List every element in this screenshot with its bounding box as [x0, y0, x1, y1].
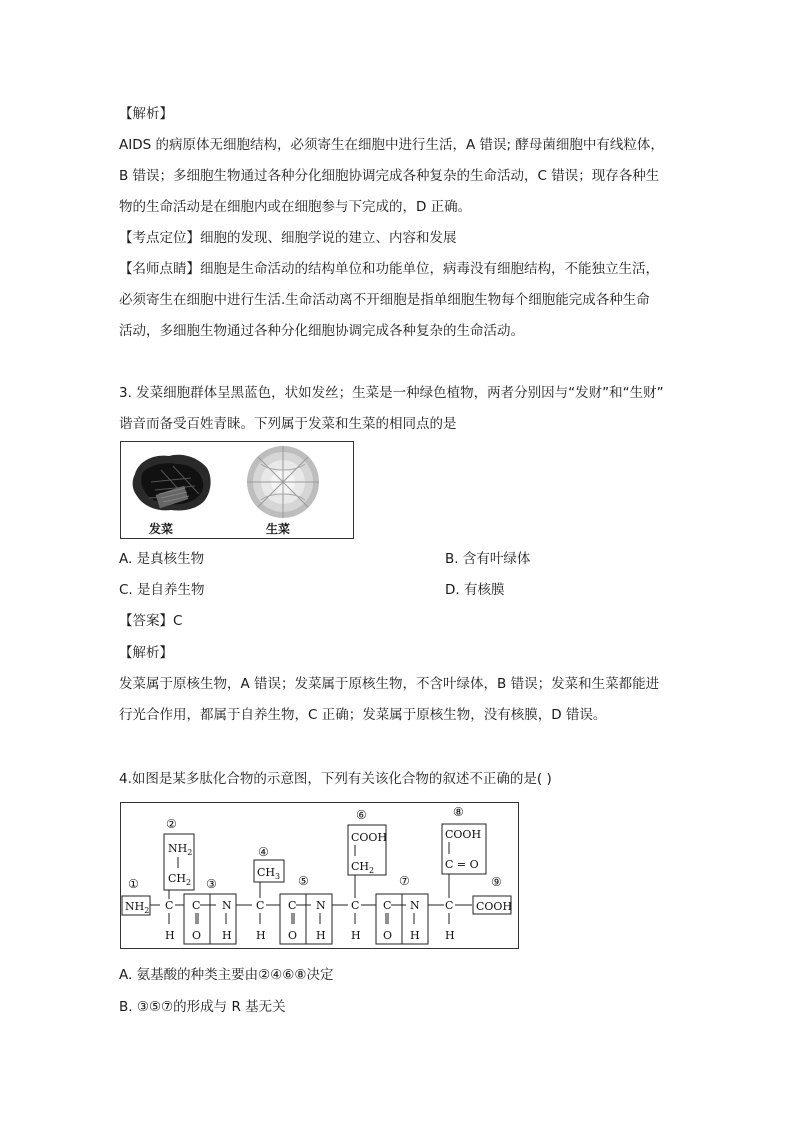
- alpha-c-3: C: [351, 899, 360, 912]
- q3-analysis-line-1: 发菜属于原核生物，A 错误；发菜属于原核生物，不含叶绿体，B 错误；发菜和生菜都能进: [119, 676, 660, 692]
- polypeptide-diagram: [120, 802, 520, 950]
- label-2: ②: [166, 817, 177, 831]
- pb7-o: O: [383, 929, 393, 942]
- mingshi-line-3: 活动，多细胞生物通过各种分化细胞协调完成各种复杂的生命活动。: [119, 323, 524, 339]
- kaodian-line: 【考点定位】细胞的发现、细胞学说的建立、内容和发展: [119, 230, 457, 246]
- label-1: ①: [128, 877, 139, 891]
- pb7-c: C: [383, 899, 392, 912]
- q3-figure: [120, 441, 354, 539]
- r6-ch2: $CH_2$: [351, 860, 375, 875]
- r2-ch2: $CH_2$: [168, 872, 192, 887]
- h-4: H: [445, 929, 455, 942]
- label-4: ④: [258, 845, 269, 859]
- mingshi-line-1: 【名师点睛】细胞是生命活动的结构单位和功能单位，病毒没有细胞结构，不能独立生活，: [119, 261, 659, 277]
- label-7: ⑦: [399, 874, 410, 888]
- q3-analysis-line-2: 行光合作用，都属于自养生物，C 正确；发菜属于原核生物，没有核膜，D 错误。: [119, 707, 607, 723]
- alpha-c-2: C: [256, 899, 265, 912]
- q3-answer: 【答案】C: [119, 613, 183, 629]
- pb5-h: H: [316, 929, 326, 942]
- r4-ch3: $CH_3$: [257, 866, 281, 881]
- q4-stem: 4.如图是某多肽化合物的示意图，下列有关该化合物的叙述不正确的是( ): [119, 771, 552, 787]
- h-1: H: [165, 929, 175, 942]
- q3-option-a: A. 是真核生物: [119, 551, 205, 567]
- analysis-heading: 【解析】: [119, 106, 173, 122]
- label-9: ⑨: [491, 875, 502, 889]
- mingshi-line-2: 必须寄生在细胞中进行生活.生命活动离不开细胞是指单细胞生物每个细胞能完成各种生命: [119, 292, 650, 308]
- pb3-n: N: [222, 899, 232, 912]
- h-2: H: [256, 929, 266, 942]
- alpha-c-1: C: [165, 899, 174, 912]
- shengcai-caption: 生菜: [266, 522, 291, 536]
- label-5: ⑤: [298, 874, 309, 888]
- label-8: ⑧: [453, 805, 464, 819]
- h-3: H: [351, 929, 361, 942]
- pb3-h: H: [222, 929, 232, 942]
- r2-nh2: $NH_2$: [168, 842, 193, 857]
- pb7-n: N: [410, 899, 420, 912]
- facai-caption: 发菜: [149, 522, 174, 536]
- nh2-left: $NH_2$: [125, 900, 150, 915]
- pb5-c: C: [288, 899, 297, 912]
- analysis-line-3: 物的生命活动是在细胞内或在细胞参与下完成的，D 正确。: [119, 199, 472, 215]
- q3-option-b: B. 含有叶绿体: [445, 551, 531, 567]
- pb7-h: H: [410, 929, 420, 942]
- q3-stem-line-2: 谐音而备受百姓青睐。下列属于发菜和生菜的相同点的是: [119, 416, 457, 432]
- alpha-c-4: C: [445, 899, 454, 912]
- label-3: ③: [206, 877, 217, 891]
- r8-co: C = O: [445, 858, 479, 871]
- r8-cooh: COOH: [445, 828, 482, 841]
- analysis-line-1: AIDS 的病原体无细胞结构，必须寄生在细胞中进行生活，A 错误; 酵母菌细胞中有线粒体，: [119, 137, 664, 153]
- q4-option-b: B. ③⑤⑦的形成与 R 基无关: [119, 999, 286, 1015]
- q3-analysis-heading: 【解析】: [119, 645, 173, 661]
- q4-option-a: A. 氨基酸的种类主要由②④⑥⑧决定: [119, 967, 334, 983]
- facai-image: [133, 455, 211, 511]
- pb5-n: N: [316, 899, 326, 912]
- label-6: ⑥: [356, 808, 367, 822]
- pb5-o: O: [288, 929, 298, 942]
- q3-stem-line-1: 3. 发菜细胞群体呈黑蓝色，状如发丝；生菜是一种绿色植物，两者分别因与“发财”和“生财”: [119, 385, 664, 401]
- pb3-o: O: [192, 929, 202, 942]
- pb3-c: C: [192, 899, 201, 912]
- q3-option-d: D. 有核膜: [445, 582, 505, 598]
- shengcai-image: [247, 446, 319, 518]
- cooh-right: COOH: [476, 900, 513, 913]
- analysis-line-2: B 错误；多细胞生物通过各种分化细胞协调完成各种复杂的生命活动，C 错误；现存各种生: [119, 168, 660, 184]
- r6-cooh: COOH: [351, 831, 388, 844]
- q3-option-c: C. 是自养生物: [119, 582, 205, 598]
